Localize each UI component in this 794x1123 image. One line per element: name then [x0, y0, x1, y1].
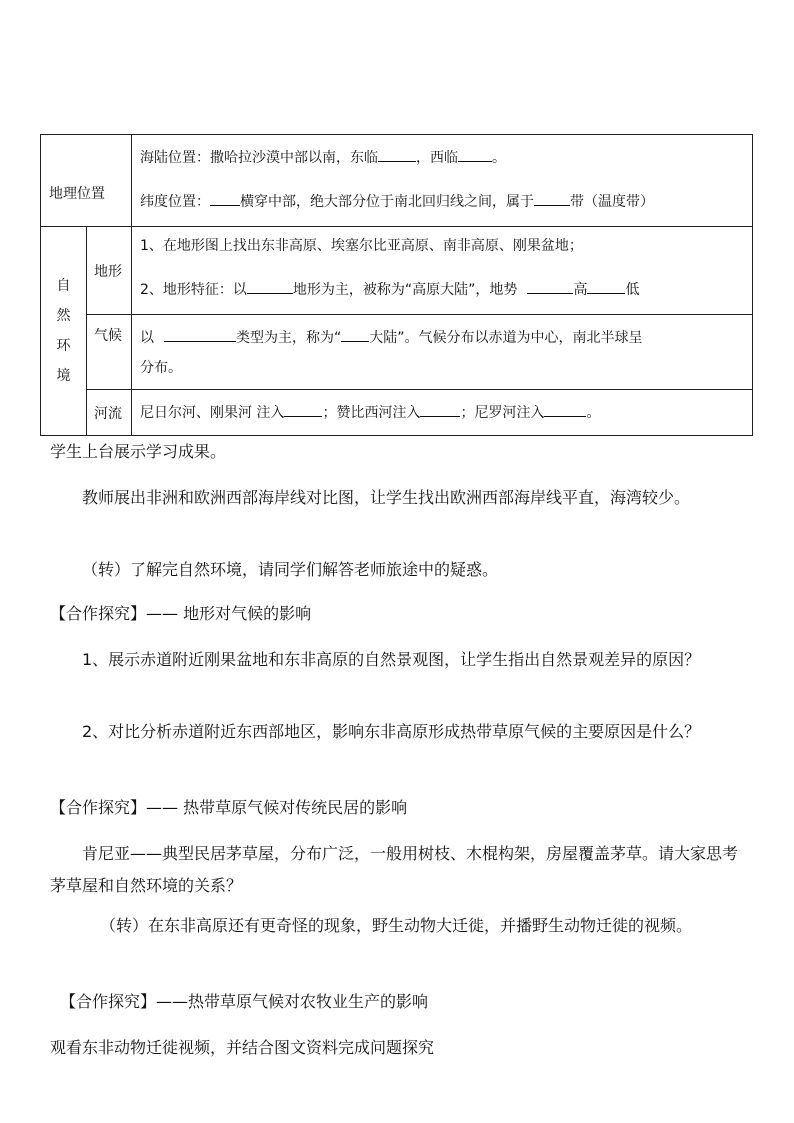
latitude-prefix: 纬度位置：	[140, 194, 210, 210]
heading-inquiry-dwellings: 【合作探究】—— 热带草原气候对传统民居的影响	[50, 798, 408, 817]
natural-env-label-cell	[41, 227, 87, 436]
natural-env-char-2: 然	[56, 308, 71, 324]
terrain-label: 地形	[94, 263, 122, 280]
paragraph-coastline-comparison: 教师展出非洲和欧洲西部海岸线对比图，让学生找出欧洲西部海岸线平直，海湾较少。	[82, 488, 691, 507]
climate-prefix: 以	[140, 330, 154, 346]
rivers-nile: ；尼罗河注入	[460, 405, 545, 421]
terrain-item2-middle: 地形为主，被称为“高原大陆”，地势	[292, 282, 518, 298]
paragraph-student-showcase: 学生上台展示学习成果。	[50, 442, 227, 461]
latitude-position-line	[140, 191, 654, 211]
blank-temperature-zone[interactable]	[534, 191, 570, 206]
paragraph-video-task: 观看东非动物迁徙视频，并结合图文资料完成问题探究	[50, 1038, 435, 1057]
natural-env-char-3: 环	[56, 338, 71, 354]
climate-content-cell	[132, 315, 753, 390]
paragraph-kenya-huts: 肯尼亚——典型民居茅草屋，分布广泛，一般用树枝、木棍构架，房屋覆盖茅草。请大家思考茅草屋和自然环境的关系？	[50, 844, 739, 895]
climate-middle: 类型为主，称为“	[236, 330, 342, 346]
latitude-middle: 横穿中部，绝大部分位于南北回归线之间，属于	[240, 194, 534, 210]
blank-climate-type[interactable]	[164, 327, 236, 342]
rivers-line	[140, 402, 600, 422]
blank-high-side[interactable]	[527, 279, 573, 294]
climate-middle2: 大陆”。气候分布以赤道为中心，南北半球呈	[369, 330, 643, 346]
terrain-label-cell	[87, 227, 132, 315]
geo-position-label: 地理位置	[49, 185, 105, 202]
climate-text	[132, 315, 752, 389]
blank-low-side[interactable]	[587, 279, 625, 294]
climate-line2: 分布。	[140, 360, 182, 376]
blank-nile-sea[interactable]	[544, 402, 586, 417]
table-row-climate	[41, 315, 753, 390]
africa-geography-table	[40, 134, 753, 436]
sea-land-middle: ，西临	[416, 150, 458, 166]
blank-niger-congo-ocean[interactable]	[284, 402, 322, 417]
blank-east-ocean[interactable]	[378, 147, 416, 162]
table-row-geo-position	[41, 135, 753, 227]
rivers-label: 河流	[94, 405, 122, 422]
climate-label: 气候	[94, 328, 122, 344]
sea-land-suffix: 。	[492, 150, 506, 166]
terrain-content-cell	[132, 227, 753, 315]
latitude-suffix: 带（温度带）	[570, 194, 654, 210]
blank-latitude-line[interactable]	[210, 191, 240, 206]
geo-position-label-cell	[41, 135, 132, 227]
climate-label-cell	[87, 315, 132, 390]
terrain-item-2	[140, 279, 639, 299]
terrain-item-1: 1、在地形图上找出东非高原、埃塞尔比亚高原、南非高原、刚果盆地；	[140, 238, 583, 254]
sea-land-position-line	[140, 147, 506, 167]
blank-continent-name[interactable]	[341, 327, 369, 342]
rivers-prefix: 尼日尔河、刚果河 注入	[140, 405, 285, 421]
blank-main-terrain[interactable]	[247, 279, 293, 294]
rivers-suffix: 。	[586, 405, 601, 421]
blank-zambezi-ocean[interactable]	[420, 402, 460, 417]
terrain-low-label: 低	[625, 282, 640, 298]
rivers-zambezi: ；赞比西河注入	[322, 405, 421, 421]
paragraph-transition-1: （转）了解完自然环境，请同学们解答老师旅途中的疑惑。	[82, 560, 499, 579]
terrain-high-label: 高	[573, 282, 588, 298]
table-row-rivers	[41, 390, 753, 436]
table-row-terrain	[41, 227, 753, 315]
natural-env-char-1: 自	[56, 278, 71, 294]
terrain-item2-prefix: 2、地形特征：以	[140, 282, 247, 298]
geo-position-content-cell	[132, 135, 753, 227]
paragraph-question-2: 2、对比分析赤道附近东西部地区，影响东非高原形成热带草原气候的主要原因是什么？	[82, 722, 701, 741]
natural-env-char-4: 境	[56, 368, 71, 384]
paragraph-question-1: 1、展示赤道附近刚果盆地和东非高原的自然景观图，让学生指出自然景观差异的原因？	[82, 650, 701, 669]
sea-land-prefix: 海陆位置：撒哈拉沙漠中部以南，东临	[140, 150, 378, 166]
paragraph-transition-2: （转）在东非高原还有更奇怪的现象，野生动物大迁徙，并播野生动物迁徙的视频。	[100, 916, 693, 935]
heading-inquiry-agriculture: 【合作探究】——热带草原气候对农牧业生产的影响	[60, 992, 429, 1011]
rivers-label-cell	[87, 390, 132, 436]
natural-env-label	[41, 271, 86, 391]
blank-west-ocean[interactable]	[458, 147, 492, 162]
rivers-content-cell	[132, 390, 753, 436]
heading-inquiry-terrain-climate: 【合作探究】—— 地形对气候的影响	[50, 604, 312, 623]
